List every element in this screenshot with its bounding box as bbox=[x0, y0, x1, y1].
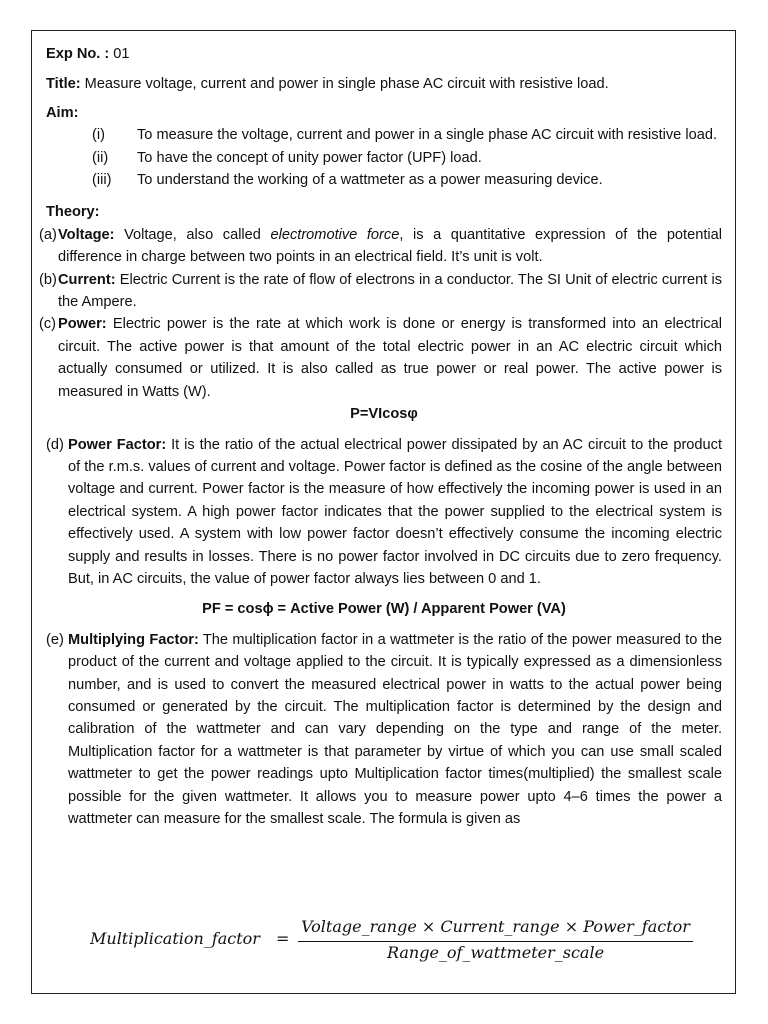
power-formula: P=VIcosφ bbox=[350, 406, 418, 423]
theory-power-factor: (d) Power Factor: It is the ratio of the actual electrical power dissipated by an AC circuit to the product of the r.m.s. values of current and voltage. Power factor is defined as the cosine of the angle between voltage and current. Power factor is the measure of how effectively the incoming power is used in an electrical system. A high power factor indicates that the power supplied to the electrical system is effectively used. A system with low power factor doesn’t effectively consume the incoming electric supply and results in losses. There is no power factor involved in DC circuits due to zero frequency. But, in AC circuits, the value of power factor always lies between 0 and 1. bbox=[46, 436, 723, 587]
power-factor-formula: PF = cosϕ = Active Power (W) / Apparent Power (VA) bbox=[202, 601, 566, 618]
fraction-bar bbox=[298, 941, 693, 942]
exp-number: Exp No. : 01 bbox=[46, 46, 130, 62]
formula-numerator: Voltage_range × Current_range × Power_factor bbox=[301, 917, 690, 936]
aim-item: (ii) To have the concept of unity power factor (UPF) load. bbox=[92, 149, 482, 166]
aim-item: (i) To measure the voltage, current and power in a single phase AC circuit with resistive load. bbox=[92, 127, 717, 144]
aim-list bbox=[46, 124, 722, 191]
formula-lhs: Multiplication_factor bbox=[90, 929, 260, 948]
theory-heading: Theory: bbox=[46, 204, 100, 221]
formula-equals: = bbox=[276, 929, 290, 948]
experiment-title: Title: Measure voltage, current and power in single phase AC circuit with resistive load. bbox=[46, 76, 609, 93]
theory-current: (b) Current: Electric Current is the rate of flow of electrons in a conductor. The SI Unit of electric current is the Ampere. bbox=[39, 271, 722, 311]
formula-denominator: Range_of_wattmeter_scale bbox=[386, 943, 605, 962]
multiplication-factor-formula bbox=[90, 913, 710, 965]
theory-power: (c) Power: Electric power is the rate at which work is done or energy is transformed into an electrical circuit. The active power is that amount of the total electric power in an AC electric circuit which actually consumed or utilized. It is also called as true power or real power. The active power is measured in Watts (W). bbox=[39, 316, 722, 400]
document-content bbox=[39, 43, 723, 830]
aim-item: (iii) To understand the working of a wattmeter as a power measuring device. bbox=[92, 172, 603, 189]
theory-voltage: (a) Voltage: Voltage, also called electromotive force, is a quantitative expression of the potential difference in charge between two points in an electrical field. It’s unit is volt. bbox=[39, 226, 722, 266]
aim-heading: Aim: bbox=[46, 104, 79, 121]
theory-multiplying-factor: (e) Multiplying Factor: The multiplication factor in a wattmeter is the ratio of the power measured to the product of the current and voltage applied to the circuit. It is typically expressed as a dimensionless number, and is used to convert the measured electrical power in watts to the actual power being consumed or generated by the circuit. The multiplication factor is determined by the design and calibration of the wattmeter and can vary depending on the type and range of the meter. Multiplication factor for a wattmeter is that parameter by virtue of which you can use small scaled wattmeter to get the power readings upto Multiplication factor times(multiplied) the smallest scale possible for the given wattmeter. It allows you to measure power upto 4–6 times the power a wattmeter can measure for the smallest scale. The formula is given as bbox=[46, 631, 722, 827]
